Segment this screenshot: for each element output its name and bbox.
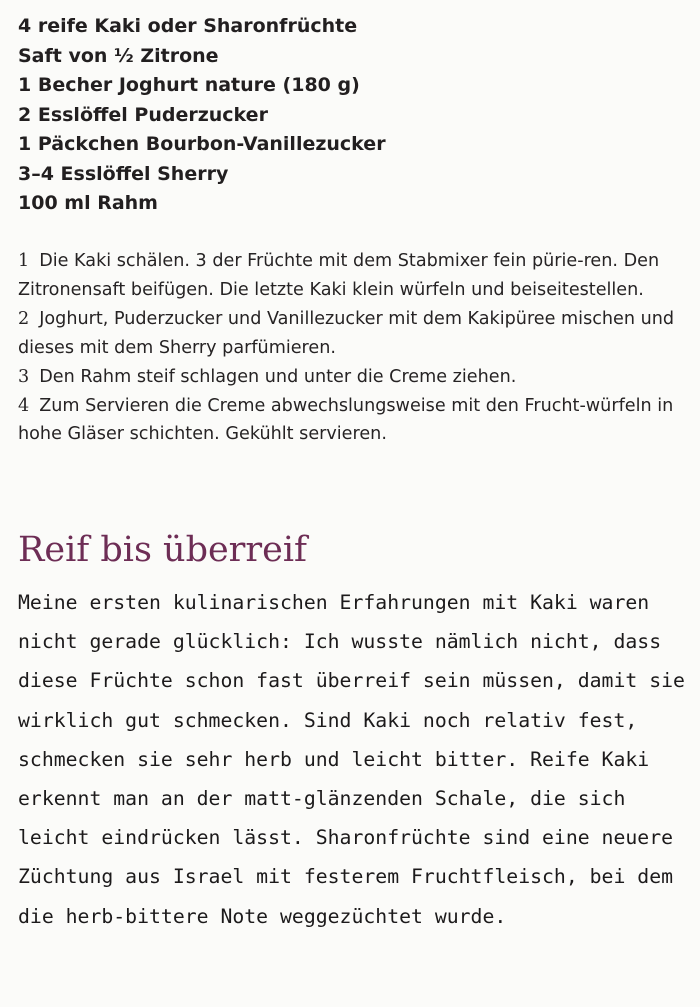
section-title: Reif bis überreif bbox=[18, 530, 308, 570]
step-text: Zum Servieren die Creme abwechslungsweise mit den Frucht-würfeln in hohe Gläser schichten. Gekühlt servieren. bbox=[18, 395, 674, 445]
step-number: 4 bbox=[18, 395, 30, 416]
instruction-step bbox=[18, 363, 683, 392]
instruction-steps bbox=[18, 247, 683, 449]
ingredient-item: 1 Becher Joghurt nature (180 g) bbox=[18, 74, 360, 96]
step-number: 2 bbox=[18, 308, 30, 329]
ingredient-item: 1 Päckchen Bourbon-Vanillezucker bbox=[18, 133, 386, 155]
step-number: 1 bbox=[18, 251, 30, 271]
section-body: Meine ersten kulinarischen Erfahrungen mit Kaki waren nicht gerade glücklich: Ich wusste nämlich nicht, dass diese Früchte schon fast überreif sein müssen, damit sie wirklich gut schmecken. Sind Kaki noch relativ fest, schmecken sie sehr herb und leicht bitter. Reife Kaki erkennt man an der matt-glänzenden Schale, die sich leicht eindrücken lässt. Sharonfrüchte sind eine neuere Züchtung aus Israel mit festerem Fruchtfleisch, bei dem die herb-bittere Note weggezüchtet wurde. bbox=[18, 591, 685, 928]
step-text: Die Kaki schälen. 3 der Früchte mit dem Stabmixer fein pürie-ren. Den Zitronensaft beifügen. Die letzte Kaki klein würfeln und beiseitestellen. bbox=[18, 251, 660, 300]
ingredient-item: 4 reife Kaki oder Sharonfrüchte bbox=[18, 15, 358, 37]
step-number: 3 bbox=[18, 366, 30, 387]
ingredient-item: 3–4 Esslöffel Sherry bbox=[18, 162, 229, 185]
instruction-step bbox=[18, 392, 683, 450]
ingredient-item: 100 ml Rahm bbox=[18, 192, 158, 214]
step-text: Den Rahm steif schlagen und unter die Creme ziehen. bbox=[39, 366, 517, 387]
ingredient-item: Saft von ½ Zitrone bbox=[18, 44, 219, 67]
ingredient-item: 2 Esslöffel Puderzucker bbox=[18, 103, 268, 126]
instruction-step bbox=[18, 305, 683, 363]
step-text: Joghurt, Puderzucker und Vanillezucker mit dem Kakipüree mischen und dieses mit dem Sherry parfümieren. bbox=[18, 308, 675, 358]
instruction-step bbox=[18, 247, 683, 305]
ingredient-list bbox=[18, 12, 386, 219]
